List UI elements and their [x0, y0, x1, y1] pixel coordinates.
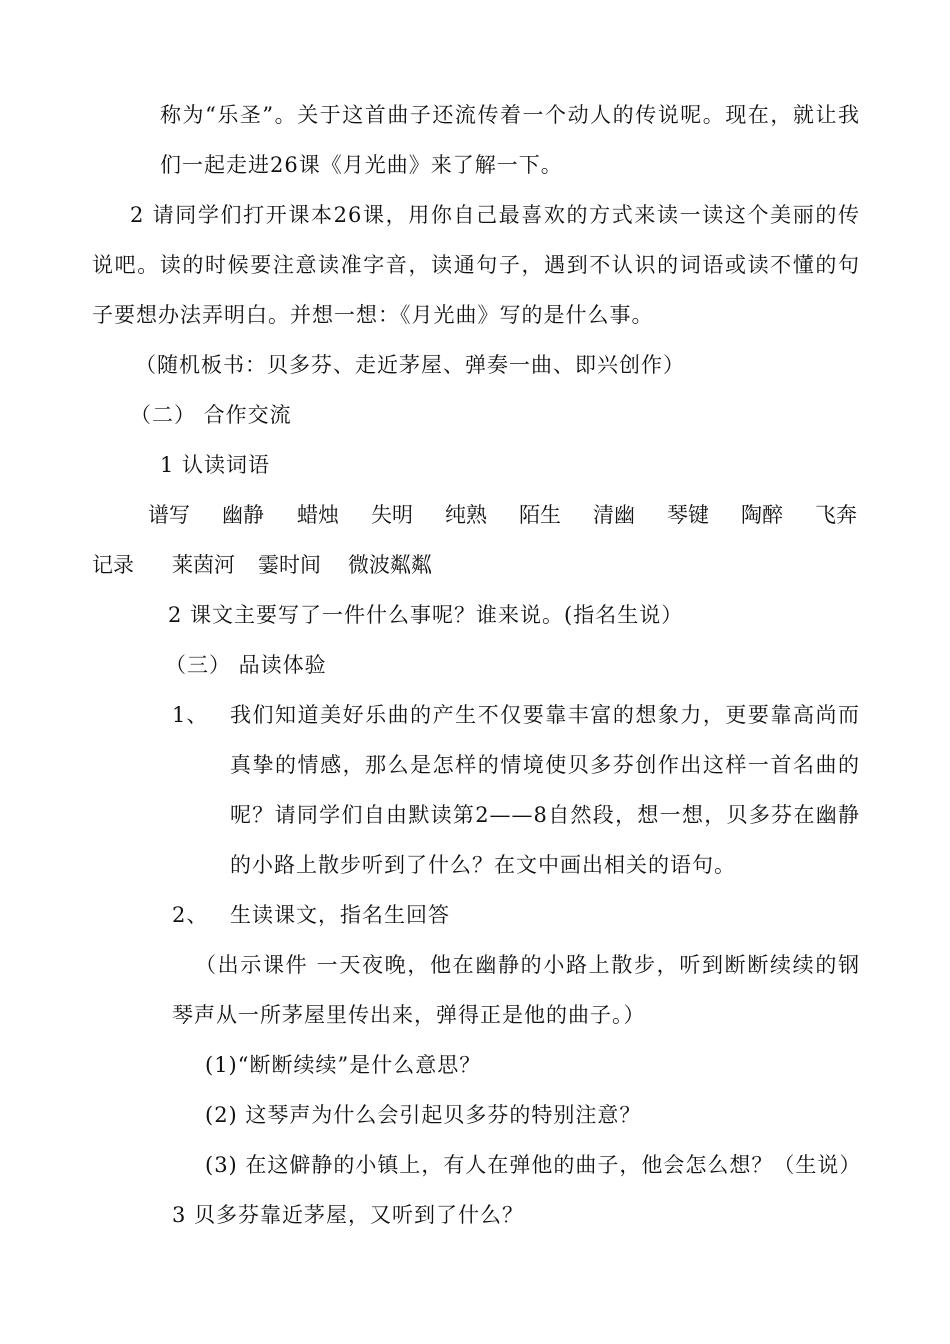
vocab-word: 霎时间: [258, 553, 321, 577]
board-note: （随机板书：贝多芬、走近茅屋、弹奏一曲、即兴创作）: [135, 353, 685, 377]
paragraph-line: （出示课件 一天夜晚，他在幽静的小路上散步，听到断断续续的钢: [195, 953, 860, 977]
question-item: (3) 在这僻静的小镇上，有人在弹他的曲子，他会怎么想？（生说）: [205, 1153, 862, 1177]
vocab-word: 清幽: [593, 503, 635, 527]
paragraph-line: 们一起走进26课《月光曲》来了解一下。: [160, 153, 563, 177]
paragraph-line: 子要想办法弄明白。并想一想：《月光曲》写的是什么事。: [92, 303, 654, 327]
vocab-word: 失明: [371, 503, 413, 527]
paragraph-line: 称为“乐圣”。关于这首曲子还流传着一个动人的传说呢。现在，就让我: [160, 103, 860, 127]
paragraph-line: 3 贝多芬靠近茅屋，又听到了什么？: [172, 1203, 525, 1227]
question-item: (1)“断断续续”是什么意思？: [205, 1053, 482, 1077]
paragraph-line: 2 请同学们打开课本26课，用你自己最喜欢的方式来读一读这个美丽的传: [130, 203, 860, 227]
vocab-row: [0, 550, 950, 580]
list-number: 1、: [172, 703, 209, 727]
vocab-word: 蜡烛: [297, 503, 339, 527]
vocab-row: [0, 500, 950, 530]
vocab-word: 记录: [92, 553, 134, 577]
vocab-word: 琴键: [667, 503, 709, 527]
vocab-word: 幽静: [222, 503, 264, 527]
list-item-text: 真挚的情感，那么是怎样的情境使贝多芬创作出这样一首名曲的: [230, 753, 860, 777]
vocab-word: 微波粼粼: [348, 553, 432, 577]
question-item: (2) 这琴声为什么会引起贝多芬的特别注意？: [205, 1103, 642, 1127]
vocab-word: 纯熟: [445, 503, 487, 527]
vocab-word: 陌生: [519, 503, 561, 527]
list-item-text: 生读课文，指名生回答: [230, 903, 450, 927]
list-item-text: 我们知道美好乐曲的产生不仅要靠丰富的想象力，更要靠高尚而: [230, 703, 860, 727]
subsection-heading: 1 认读词语: [160, 453, 271, 477]
vocab-word: 谱写: [148, 503, 190, 527]
list-number: 2、: [172, 903, 209, 927]
vocab-word: 莱茵河: [172, 553, 235, 577]
vocab-word: 飞奔: [815, 503, 857, 527]
paragraph-line: 2 课文主要写了一件什么事呢？谁来说。(指名生说）: [168, 603, 684, 627]
list-item-text: 呢？请同学们自由默读第2——8自然段，想一想，贝多芬在幽静: [230, 803, 860, 827]
section-heading: （三） 品读体验: [165, 653, 327, 677]
paragraph-line: 说吧。读的时候要注意读准字音，读通句子，遇到不认识的词语或读不懂的句: [92, 253, 860, 277]
paragraph-line: 琴声从一所茅屋里传出来，弹得正是他的曲子。）: [172, 1003, 646, 1027]
vocab-word: 陶醉: [741, 503, 783, 527]
section-heading: （二） 合作交流: [130, 403, 292, 427]
list-item-text: 的小路上散步听到了什么？在文中画出相关的语句。: [230, 853, 736, 877]
